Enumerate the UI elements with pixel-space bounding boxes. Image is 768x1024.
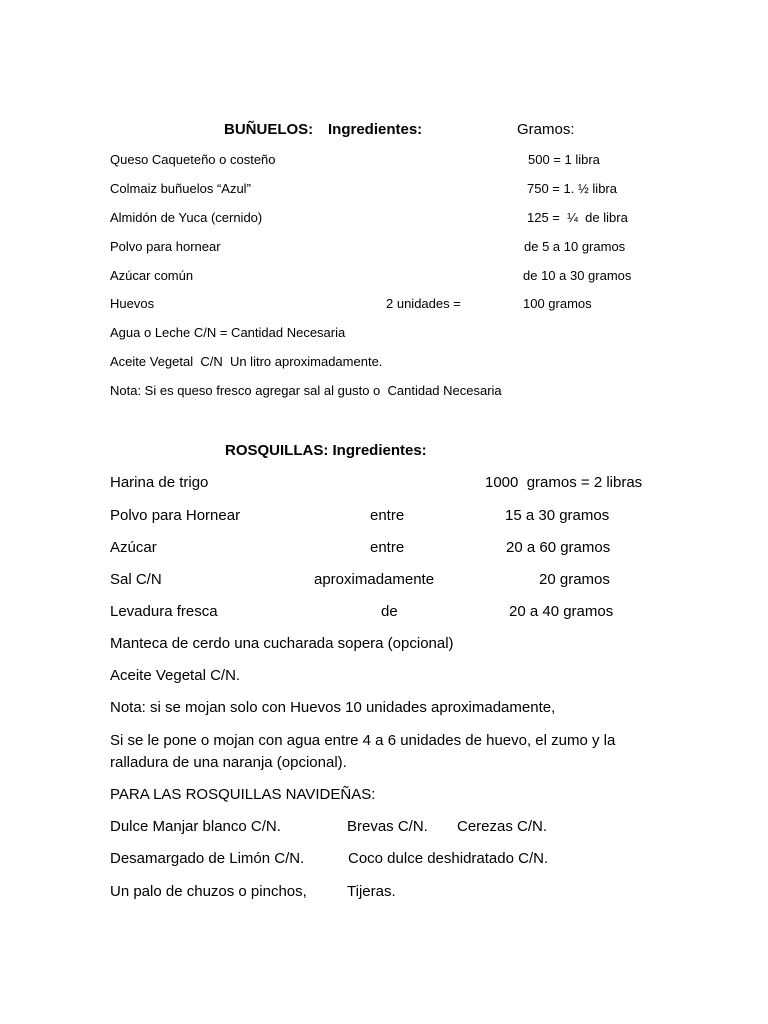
bunuelos-amount: 750 = 1. ½ libra [527,181,617,196]
bunuelos-ingredients-label: Ingredientes: [328,121,423,138]
rosquillas-amount: 1000 gramos = 2 libras [485,474,643,491]
rosquillas-title: ROSQUILLAS: Ingredientes: [225,442,427,459]
rosquillas-note: Manteca de cerdo una cucharada sopera (opcional) [110,635,454,652]
rosquillas-amount: 20 a 60 gramos [506,539,611,556]
bunuelos-ingredient: Polvo para hornear [110,239,221,254]
rosquillas-ingredient: Levadura fresca [110,603,218,620]
christmas-item: Tijeras. [347,883,396,900]
christmas-item: Dulce Manjar blanco C/N. [110,818,281,835]
bunuelos-amount: 500 = 1 libra [528,152,600,167]
bunuelos-amount: de 5 a 10 gramos [524,239,626,254]
christmas-item: Desamargado de Limón C/N. [110,850,305,867]
bunuelos-note: Agua o Leche C/N = Cantidad Necesaria [110,325,346,340]
rosquillas-qualifier: entre [370,507,405,524]
bunuelos-ingredient: Huevos [110,296,155,311]
bunuelos-grams-label: Gramos: [517,121,575,138]
rosquillas-ingredient: Azúcar [110,539,157,556]
rosquillas-note: Si se le pone o mojan con agua entre 4 a 6 unidades de huevo, el zumo y la [110,732,616,749]
rosquillas-note: ralladura de una naranja (opcional). [110,754,347,771]
bunuelos-ingredient: Queso Caqueteño o costeño [110,152,276,167]
bunuelos-amount: 125 = ¼ de libra [527,210,628,225]
rosquillas-qualifier: entre [370,539,405,556]
rosquillas-qualifier: aproximadamente [314,571,435,588]
bunuelos-title: BUÑUELOS: [224,121,314,138]
christmas-item: Coco dulce deshidratado C/N. [348,850,549,867]
christmas-item: Cerezas C/N. [457,818,548,835]
bunuelos-ingredient: Almidón de Yuca (cernido) [110,210,263,225]
christmas-heading: PARA LAS ROSQUILLAS NAVIDEÑAS: [110,786,376,803]
bunuelos-amount: 100 gramos [523,296,592,311]
rosquillas-amount: 20 a 40 gramos [509,603,614,620]
rosquillas-amount: 20 gramos [539,571,610,588]
bunuelos-note: Aceite Vegetal C/N Un litro aproximadamente. [110,354,383,369]
rosquillas-ingredient: Sal C/N [110,571,162,588]
rosquillas-amount: 15 a 30 gramos [505,507,610,524]
rosquillas-ingredient: Harina de trigo [110,474,209,491]
rosquillas-qualifier: de [381,603,398,620]
bunuelos-amount: de 10 a 30 gramos [523,268,632,283]
rosquillas-note: Nota: si se mojan solo con Huevos 10 unidades aproximadamente, [110,699,556,716]
bunuelos-quantity: 2 unidades = [386,296,461,311]
rosquillas-ingredient: Polvo para Hornear [110,507,241,524]
bunuelos-note: Nota: Si es queso fresco agregar sal al gusto o Cantidad Necesaria [110,383,502,398]
christmas-item: Un palo de chuzos o pinchos, [110,883,307,900]
rosquillas-note: Aceite Vegetal C/N. [110,667,241,684]
bunuelos-ingredient: Azúcar común [110,268,194,283]
bunuelos-ingredient: Colmaiz buñuelos “Azul” [110,181,251,196]
christmas-item: Brevas C/N. [347,818,428,835]
